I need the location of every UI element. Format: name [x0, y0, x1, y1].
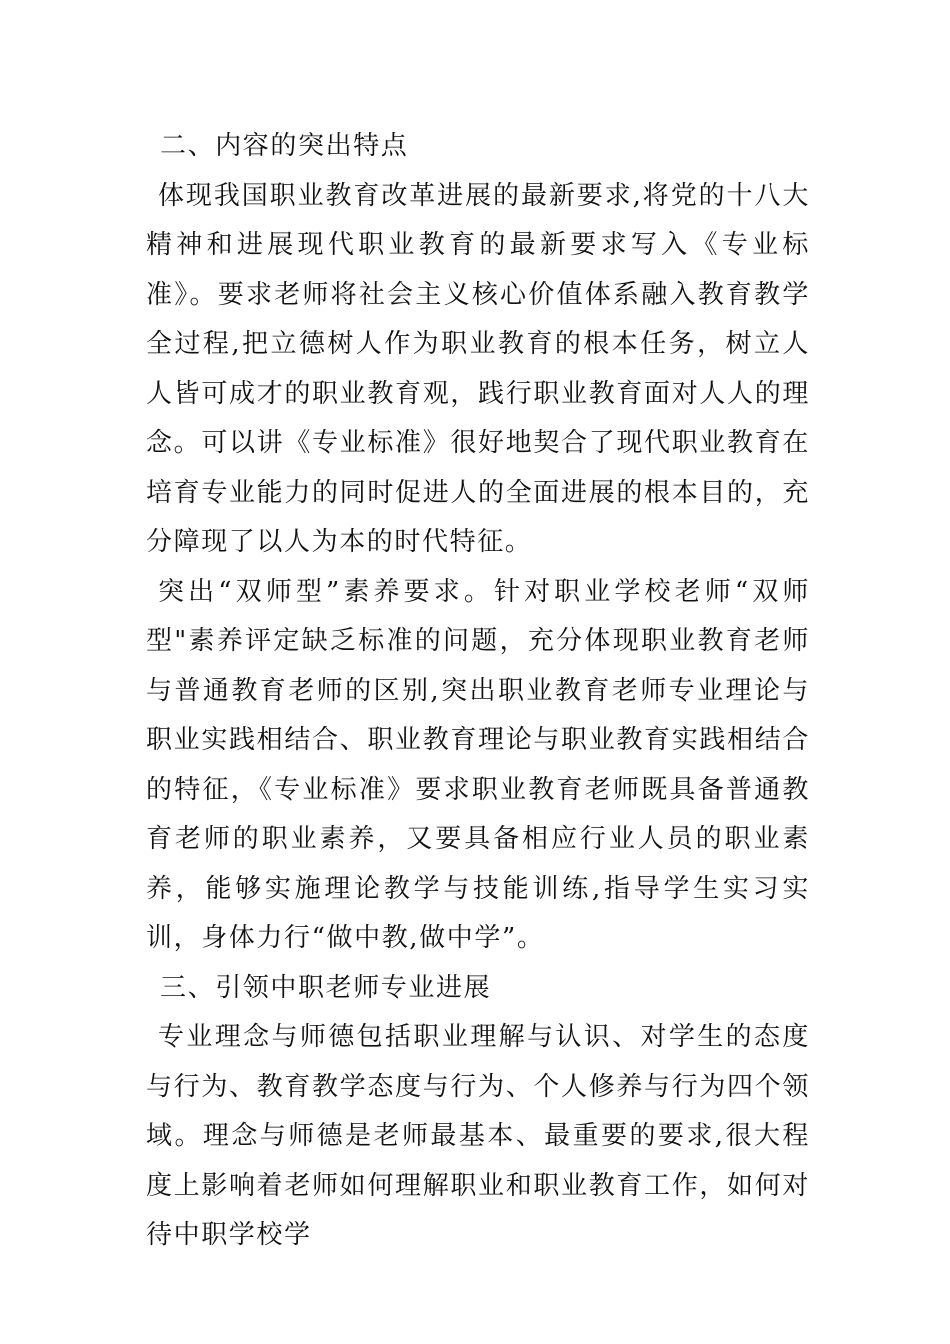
document-page [146, 122, 810, 1261]
section-heading-3: 三、引领中职老师专业进展 [160, 972, 492, 1003]
paragraph-professional-ethics: 专业理念与师德包括职业理解与认识、对学生的态度与行为、教育教学态度与行为、个人修养与行为四个领域。理念与师德是老师最基本、最重要的要求,很大程度上影响着老师如何理解职业和职业教育工作，如何对待中职学校学 [146, 1022, 810, 1250]
paragraph-reform-requirements: 体现我国职业教育改革进展的最新要求,将党的十八大精神和进展现代职业教育的最新要求写入《专业标准》。要求老师将社会主义核心价值体系融入教育教学全过程,把立德树人作为职业教育的根本任务，树立人人皆可成才的职业教育观，践行职业教育面对人人的理念。可以讲《专业标准》很好地契合了现代职业教育在培育专业能力的同时促进人的全面进展的根本目的，充分障现了以人为本的时代特征。 [146, 180, 810, 557]
paragraph-dual-qualified: 突出“双师型”素养要求。针对职业学校老师“双师型"素养评定缺乏标准的问题，充分体现职业教育老师与普通教育老师的区别,突出职业教育老师专业理论与职业实践相结合、职业教育理论与职业教育实践相结合的特征，《专业标准》要求职业教育老师既具备普通教育老师的职业素养，又要具备相应行业人员的职业素养，能够实施理论教学与技能训练,指导学生实习实训，身体力行“做中教,做中学”。 [146, 576, 810, 953]
section-heading-2: 二、内容的突出特点 [160, 131, 409, 161]
